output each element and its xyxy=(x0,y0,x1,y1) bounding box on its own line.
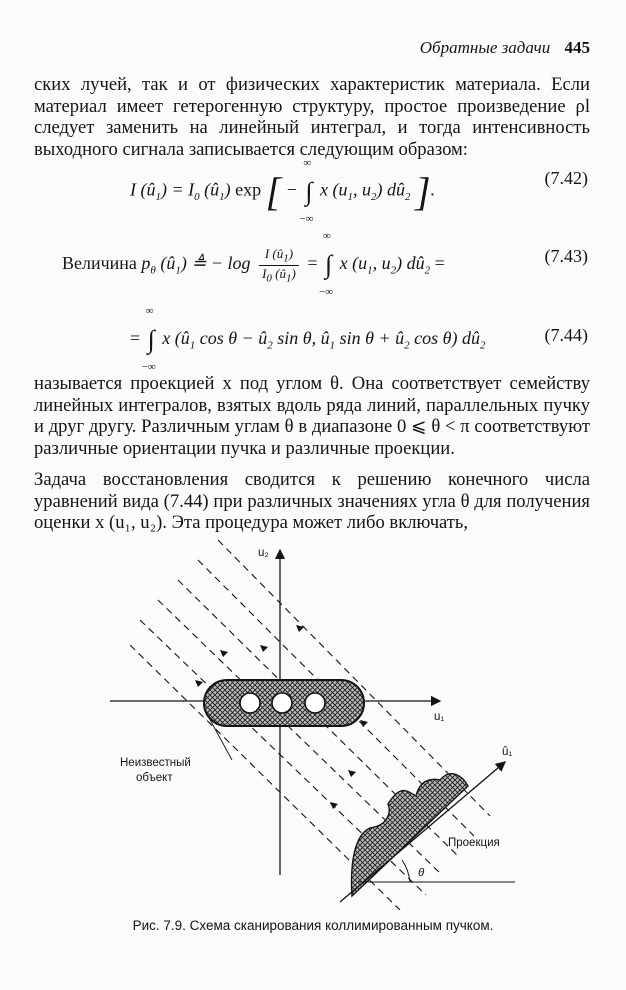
object-hole xyxy=(272,693,292,713)
paragraph-2: называется проекцией x под углом θ. Она соответствует семейству линейных интегралов, взятых вдоль ряда линий, параллельных пучку и друг другу. Различным углам θ в диапазоне 0 ⩽ θ < π соответствуют различные ориентации пучка и различные проекции. xyxy=(34,373,590,459)
equation-word: Величина xyxy=(62,253,137,274)
paragraph-3: Задача восстановления сводится к решению конечного числа уравнений вида (7.44) при различных значениях угла θ для получения оценки x (u₁, u₂). Эта процедура может либо включать, xyxy=(34,469,590,534)
equation-number: (7.43) xyxy=(544,246,588,266)
equation-7-43: Величина $p_\theta$ $(û_1)$ ≜ − log $\frac{I (û_1)}{I_0 (û_1)}$ = ∫ ∞ −∞ x ($u_1$, $u_2$) $dû_2$ = (7.43) xyxy=(62,230,588,299)
paragraph-1: ских лучей, так и от физических характеристик материала. Если материал имеет гетерогенную структуру, простое произведение ρl следует заменить на линейный интеграл, и тогда интенсивность выходного сигнала записывается следующим образом: xyxy=(34,74,590,160)
figure-caption: Рис. 7.9. Схема сканирования коллимированным пучком. xyxy=(132,918,494,933)
label-u2: u₂ xyxy=(258,547,269,559)
page-number: 445 xyxy=(564,38,590,57)
equation-7-42: I $(û_1) = I_0$ $(û_1)$ exp [ − ∫ ∞ −∞ x ($u_1$, $u_2$) $dû_2$ ]. (7.42) xyxy=(130,156,588,225)
scanning-diagram xyxy=(100,530,530,910)
object-hole xyxy=(240,693,260,713)
label-object-line1: Неизвестный xyxy=(120,757,191,769)
equation-number: (7.42) xyxy=(544,168,588,188)
label-u1: u₁ xyxy=(434,711,445,723)
running-title: Обратные задачи xyxy=(419,38,551,57)
equation-7-44: = ∫ ∞ −∞ x ($û_1$ $\cos \theta - û_2$ sin θ, $û_1$ $\sin \theta + û_2$ cos θ) $dû_2$ (7.44) xyxy=(130,305,588,373)
page-header xyxy=(420,38,590,58)
label-u1hat: û₁ xyxy=(502,746,513,758)
label-projection: Проекция xyxy=(448,837,500,849)
equation-number: (7.44) xyxy=(544,325,588,345)
label-theta: θ xyxy=(418,867,425,879)
label-object-line2: объект xyxy=(136,772,173,784)
object-hole xyxy=(305,693,325,713)
